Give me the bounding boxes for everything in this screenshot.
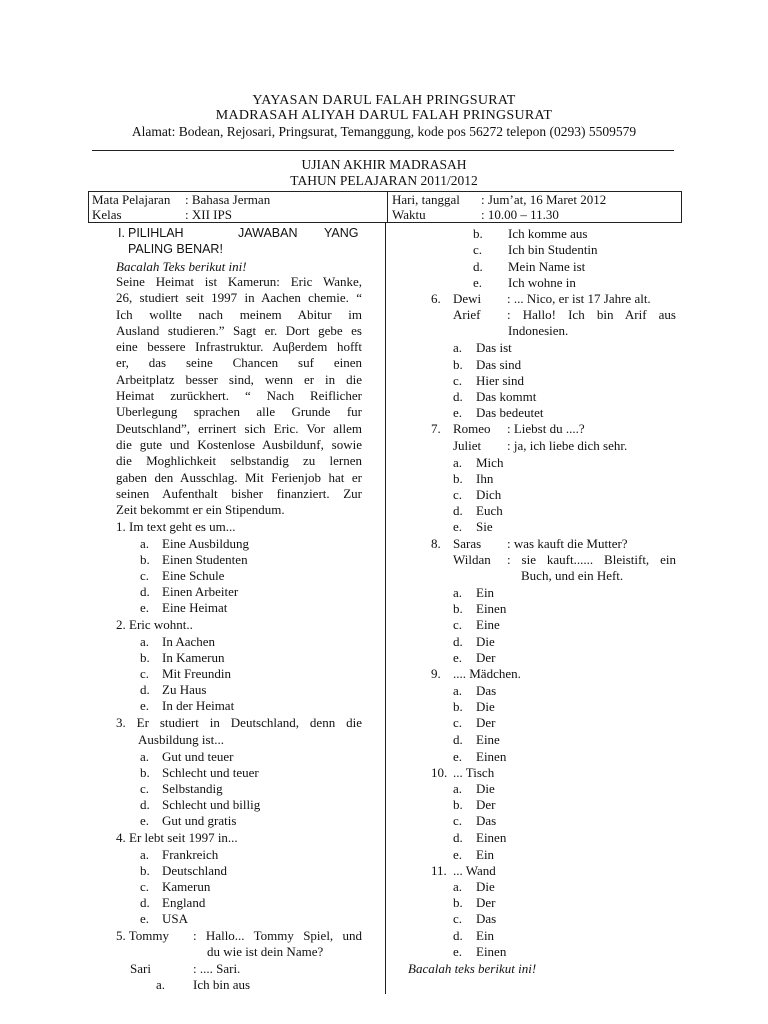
- passage-line: die Moghlichkeit selbstandig zu lernen: [116, 453, 362, 469]
- option-letter: b.: [140, 552, 150, 567]
- q8-number: 8.: [431, 536, 441, 551]
- option-letter: c.: [453, 715, 463, 730]
- option-letter: a.: [140, 749, 150, 764]
- option-letter: d.: [453, 503, 463, 518]
- option-letter: a.: [140, 536, 150, 551]
- q5-speaker-tommy: 5. Tommy: [116, 928, 170, 943]
- q8-option-a: Ein: [476, 585, 495, 600]
- q7-option-e: Sie: [476, 519, 493, 534]
- option-letter: e.: [453, 944, 463, 959]
- date-label: Hari, tanggal: [392, 192, 460, 207]
- option-letter: d.: [453, 830, 463, 845]
- section-number: I.: [118, 226, 125, 240]
- option-letter: a.: [140, 634, 150, 649]
- q8-wildan-text-2: Buch, und ein Heft.: [521, 568, 624, 583]
- q2-option-e: In der Heimat: [162, 698, 235, 713]
- option-letter: b.: [453, 471, 463, 486]
- passage-line: Ausland studieren.” Sagt er. Dort gebe es: [116, 322, 362, 338]
- passage-line: Deutschland”, errinert sich Eric. Vor allem: [116, 420, 362, 436]
- option-letter: c.: [453, 487, 463, 502]
- column-divider: [385, 223, 386, 994]
- option-letter: d.: [140, 895, 150, 910]
- passage-line: gaben den Ausschlag. Mit Ferienjob hat er: [116, 469, 362, 485]
- q6-speaker-arief: Arief: [453, 307, 481, 322]
- q8-speaker-saras: Saras: [453, 536, 482, 551]
- q1-option-a: Eine Ausbildung: [162, 536, 250, 551]
- option-letter: b.: [140, 765, 150, 780]
- q5-tommy-text-2: du wie ist dein Name?: [207, 944, 324, 959]
- question-1: 1. Im text geht es um...: [116, 519, 236, 534]
- option-letter: e.: [453, 405, 463, 420]
- q6-option-e: Das bedeutet: [476, 405, 544, 420]
- option-letter: a.: [453, 585, 463, 600]
- q5-tommy-line: [193, 928, 362, 944]
- option-letter: b.: [453, 699, 463, 714]
- question-3: [116, 715, 362, 731]
- q6-option-d: Das kommt: [476, 389, 537, 404]
- info-box-divider: [387, 191, 388, 223]
- q5-speaker-sari: Sari: [130, 961, 151, 976]
- q5-option-a: Ich bin aus: [193, 977, 251, 992]
- q7-option-d: Euch: [476, 503, 503, 518]
- q6-arief-text-2: Indonesien.: [508, 323, 569, 338]
- option-letter: a.: [453, 340, 463, 355]
- option-letter: c.: [140, 666, 150, 681]
- q6-option-c: Hier sind: [476, 373, 525, 388]
- reading-instruction-2: Bacalah teks berikut ini!: [408, 961, 537, 976]
- q3-option-b: Schlecht und teuer: [162, 765, 259, 780]
- q3-option-a: Gut und teuer: [162, 749, 234, 764]
- q9-number: 9.: [431, 666, 441, 681]
- q7-number: 7.: [431, 421, 441, 436]
- q9-option-e: Einen: [476, 749, 507, 764]
- question-11: ... Wand: [453, 863, 496, 878]
- option-letter: a.: [140, 847, 150, 862]
- q5-sari-text: : .... Sari.: [193, 961, 241, 976]
- q5-option-e: Ich wohne in: [508, 275, 576, 290]
- q8-saras-text: : was kauft die Mutter?: [507, 536, 628, 551]
- passage-line: Uberlegung sprachen alle Grunde fur: [116, 404, 362, 420]
- question-10: ... Tisch: [453, 765, 495, 780]
- class-value: : XII IPS: [185, 207, 232, 222]
- reading-passage: [116, 274, 362, 518]
- option-letter: c.: [453, 373, 463, 388]
- passage-line: seinen Aufenthalt bisher finanziert. Zur: [116, 485, 362, 501]
- option-letter: e.: [140, 600, 150, 615]
- question-9: .... Mädchen.: [453, 666, 521, 681]
- q6-speaker-dewi: Dewi: [453, 291, 482, 306]
- option-letter: c.: [473, 242, 483, 257]
- option-letter: a.: [453, 683, 463, 698]
- q7-juliet-text: : ja, ich liebe dich sehr.: [507, 438, 628, 453]
- option-letter: d.: [140, 682, 150, 697]
- q1-option-d: Einen Arbeiter: [162, 584, 239, 599]
- option-letter: e.: [453, 847, 463, 862]
- q11-option-a: Die: [476, 879, 495, 894]
- reading-instruction: Bacalah Teks berikut ini!: [116, 259, 247, 274]
- q6-arief-text-1: : Hallo! Ich bin Arif aus: [507, 307, 676, 322]
- q3-option-d: Schlecht und billig: [162, 797, 261, 812]
- passage-line: Heimat zurückhert. “ Nach Reiflicher: [116, 388, 362, 404]
- date-value: : Jum’at, 16 Maret 2012: [481, 192, 607, 207]
- question-2: 2. Eric wohnt..: [116, 617, 193, 632]
- option-letter: a.: [453, 879, 463, 894]
- q5-option-c: Ich bin Studentin: [508, 242, 598, 257]
- header-divider: [92, 150, 674, 151]
- q7-option-a: Mich: [476, 455, 504, 470]
- option-letter: d.: [140, 584, 150, 599]
- section-word-1: PILIHLAH: [128, 226, 184, 240]
- q9-option-b: Die: [476, 699, 495, 714]
- option-letter: b.: [140, 650, 150, 665]
- section-word-2: JAWABAN: [238, 226, 298, 240]
- academic-year: TAHUN PELAJARAN 2011/2012: [290, 173, 478, 188]
- q7-speaker-romeo: Romeo: [453, 421, 491, 436]
- q8-option-e: Der: [476, 650, 496, 665]
- q1-option-c: Eine Schule: [162, 568, 225, 583]
- option-letter: a.: [156, 977, 166, 992]
- subject-value: : Bahasa Jerman: [185, 192, 271, 207]
- q7-speaker-juliet: Juliet: [453, 438, 482, 453]
- q8-option-d: Die: [476, 634, 495, 649]
- q6-arief-line: [507, 307, 676, 323]
- option-letter: b.: [473, 226, 483, 241]
- question-3-line-1: 3. Er studiert in Deutschland, denn die: [116, 715, 362, 730]
- q6-option-b: Das sind: [476, 357, 522, 372]
- q10-option-a: Die: [476, 781, 495, 796]
- q4-option-e: USA: [162, 911, 189, 926]
- q2-option-c: Mit Freundin: [162, 666, 231, 681]
- option-letter: b.: [453, 357, 463, 372]
- subject-label: Mata Pelajaran: [92, 192, 171, 207]
- q8-option-c: Eine: [476, 617, 500, 632]
- q2-option-b: In Kamerun: [162, 650, 225, 665]
- question-4: 4. Er lebt seit 1997 in...: [116, 830, 238, 845]
- q8-wildan-text-1: : sie kauft...... Bleistift, ein: [507, 552, 676, 567]
- option-letter: c.: [453, 813, 463, 828]
- time-value: : 10.00 – 11.30: [481, 207, 559, 222]
- q7-option-b: Ihn: [476, 471, 494, 486]
- q4-option-b: Deutschland: [162, 863, 227, 878]
- option-letter: e.: [473, 275, 483, 290]
- option-letter: c.: [453, 617, 463, 632]
- exam-title: UJIAN AKHIR MADRASAH: [301, 157, 467, 172]
- section-word-3: YANG: [324, 226, 359, 240]
- option-letter: a.: [453, 781, 463, 796]
- option-letter: e.: [453, 519, 463, 534]
- q4-option-a: Frankreich: [162, 847, 219, 862]
- option-letter: e.: [140, 911, 150, 926]
- option-letter: c.: [140, 781, 150, 796]
- option-letter: e.: [140, 813, 150, 828]
- q2-option-a: In Aachen: [162, 634, 216, 649]
- option-letter: e.: [453, 749, 463, 764]
- option-letter: e.: [140, 698, 150, 713]
- option-letter: d.: [453, 928, 463, 943]
- passage-line: Ich wollte nach meinem Abitur im: [116, 306, 362, 322]
- question-3-line-2: Ausbildung ist...: [138, 732, 224, 747]
- q8-speaker-wildan: Wildan: [453, 552, 491, 567]
- option-letter: d.: [453, 389, 463, 404]
- q4-option-d: England: [162, 895, 206, 910]
- q5-option-b: Ich komme aus: [508, 226, 588, 241]
- school-title: MADRASAH ALIYAH DARUL FALAH PRINGSURAT: [215, 108, 553, 123]
- q1-option-e: Eine Heimat: [162, 600, 228, 615]
- q11-option-b: Der: [476, 895, 496, 910]
- q10-option-e: Ein: [476, 847, 495, 862]
- q10-number: 10.: [431, 765, 448, 780]
- q7-option-c: Dich: [476, 487, 502, 502]
- option-letter: b.: [453, 797, 463, 812]
- q10-option-b: Der: [476, 797, 496, 812]
- q10-option-d: Einen: [476, 830, 507, 845]
- passage-line: Seine Heimat ist Kamerun: Eric Wanke,: [116, 274, 362, 289]
- q4-option-c: Kamerun: [162, 879, 211, 894]
- option-letter: a.: [453, 455, 463, 470]
- time-label: Waktu: [392, 207, 426, 222]
- q3-option-c: Selbstandig: [162, 781, 223, 796]
- q9-option-d: Eine: [476, 732, 500, 747]
- passage-line: Zeit bekommt er ein Stipendum.: [116, 502, 285, 518]
- q6-dewi-text: : ... Nico, er ist 17 Jahre alt.: [507, 291, 651, 306]
- q11-option-e: Einen: [476, 944, 507, 959]
- passage-line: die gute und Kostenlose Ausbildunf, sowie: [116, 436, 362, 452]
- q5-tommy-text-1: : Hallo... Tommy Spiel, und: [193, 928, 362, 943]
- passage-line: 26, studiert seit 1997 in Aachen chemie. “: [116, 290, 362, 306]
- option-letter: c.: [140, 568, 150, 583]
- option-letter: b.: [453, 895, 463, 910]
- option-letter: b.: [140, 863, 150, 878]
- q3-option-e: Gut und gratis: [162, 813, 237, 828]
- q8-wildan-line: [507, 552, 676, 568]
- q8-option-b: Einen: [476, 601, 507, 616]
- passage-line: eine bessere Infrastruktur. Auβerdem hofft: [116, 339, 362, 355]
- q10-option-c: Das: [476, 813, 497, 828]
- q6-option-a: Das ist: [476, 340, 512, 355]
- q2-option-d: Zu Haus: [162, 682, 207, 697]
- school-address: Alamat: Bodean, Rejosari, Pringsurat, Temanggung, kode pos 56272 telepon (0293) 5509579: [131, 124, 637, 139]
- q7-romeo-text: : Liebst du ....?: [507, 421, 585, 436]
- option-letter: d.: [473, 259, 483, 274]
- option-letter: d.: [453, 634, 463, 649]
- option-letter: d.: [453, 732, 463, 747]
- q5-option-d: Mein Name ist: [508, 259, 586, 274]
- q11-number: 11.: [431, 863, 447, 878]
- q6-number: 6.: [431, 291, 441, 306]
- option-letter: e.: [453, 650, 463, 665]
- passage-line: er, das seine Chancen suf einen: [116, 355, 362, 371]
- section-title-2: PALING BENAR!: [128, 242, 223, 256]
- q9-option-a: Das: [476, 683, 497, 698]
- q1-option-b: Einen Studenten: [162, 552, 248, 567]
- class-label: Kelas: [92, 207, 122, 222]
- passage-line: Arbeitplatz besser sind, wenn er in die: [116, 371, 362, 387]
- q11-option-c: Das: [476, 911, 497, 926]
- option-letter: c.: [453, 911, 463, 926]
- option-letter: b.: [453, 601, 463, 616]
- q9-option-c: Der: [476, 715, 496, 730]
- option-letter: c.: [140, 879, 150, 894]
- option-letter: d.: [140, 797, 150, 812]
- q11-option-d: Ein: [476, 928, 495, 943]
- foundation-title: YAYASAN DARUL FALAH PRINGSURAT: [252, 93, 516, 108]
